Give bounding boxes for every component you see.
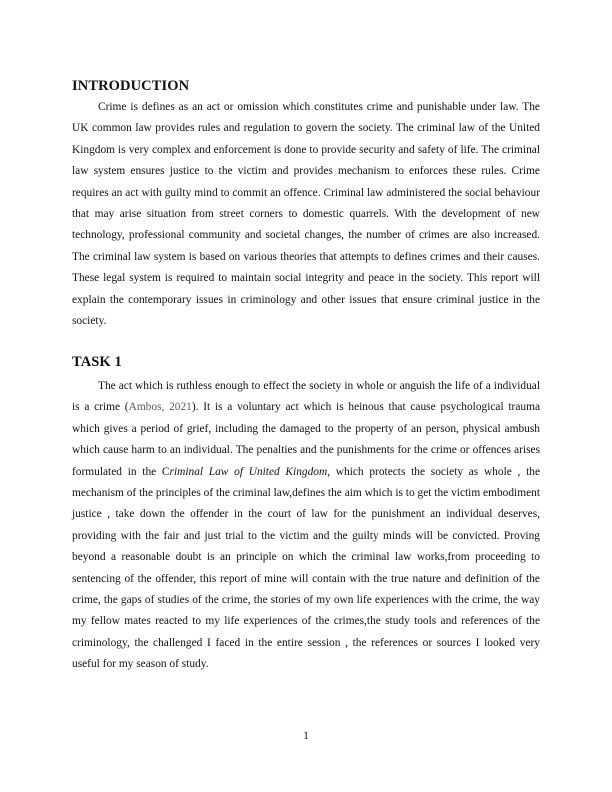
task1-paragraph xyxy=(72,376,540,676)
introduction-paragraph: Crime is defines as an act or omission which constitutes crime and punishable under law. The UK common law provides rules and regulation to govern the society. The criminal law of the United Kingdom is very complex and enforcement is done to provide security and safety of life. The criminal law system ensures justice to the victim and provides mechanism to enforces these rules. Crime requires an act with guilty mind to commit an offence. Criminal law administered the social behaviour that may arise situation from street corners to domestic quarrels. With the development of new technology, professional community and societal changes, the number of crimes are also increased. The criminal law system is based on various theories that attempts to defines crimes and their causes. These legal system is required to maintain social integrity and peace in the society. This report will explain the contemporary issues in criminology and other issues that ensure criminal justice in the society. xyxy=(72,101,540,328)
page-number: 1 xyxy=(303,730,309,742)
citation-link[interactable]: Ambos, 2021 xyxy=(128,401,192,414)
introduction-heading: INTRODUCTION xyxy=(72,78,190,94)
task1-text-a: The act which is ruthless enough to effect the society in whole or anguish the life of a individual is a crime ( xyxy=(72,380,540,414)
task1-text-c: which protects the society as whole , the mechanism of the principles of the criminal law,defines the aim which is to get the victim embodiment justice , take down the offender in the court of law for the punishment an individual deserves, providing with the fair and just trial to the victim and the guilty minds will be convicted. Proving beyond a reasonable doubt is an principle on which the criminal law works,from proceeding to sentencing of the offender, this report of mine will contain with the true nature and definition of the crime, the gaps of studies of the crime, the stories of my own life experiences with the crime, the way my fellow mates reacted to my life experiences of the crimes,the study tools and references of the criminology, the challenged I faced in the entire session , the references or sources I looked very useful for my season of study. xyxy=(72,465,540,671)
law-title-italic: riminal Law of United Kingdom, xyxy=(169,465,331,478)
task1-heading: TASK 1 xyxy=(72,354,122,370)
task1-text-b: ). It is a voluntary act which is heinous that cause psychological trauma which gives a period of grief, including the damaged to the property of an person, physical ambush which cause harm to an individual. The penalties and the punishments for the crime or offences arises formulated in the C xyxy=(72,401,541,478)
